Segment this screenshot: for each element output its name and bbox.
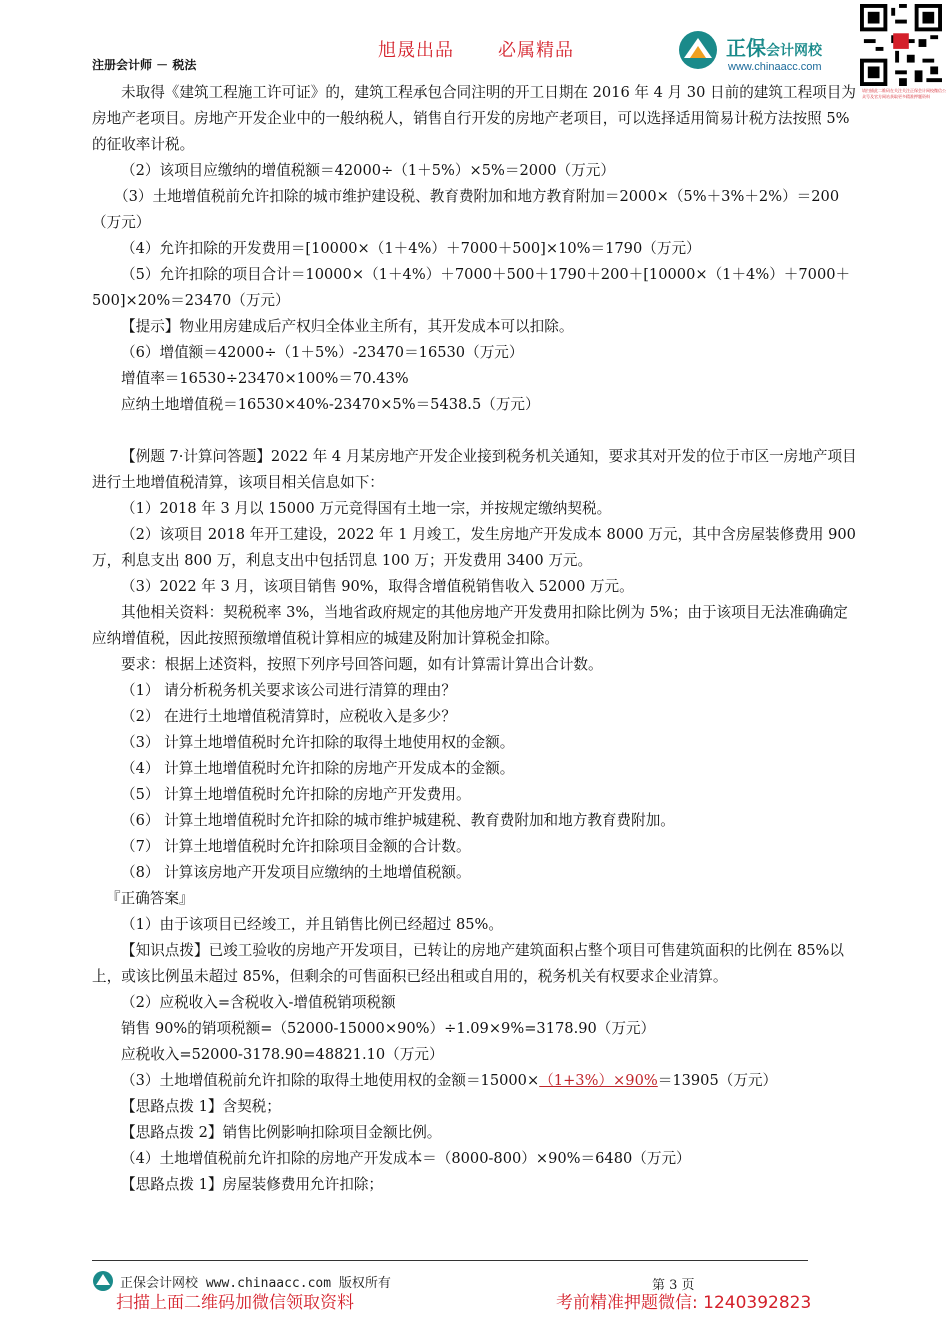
header-slogan-right: 必属精品 <box>498 40 574 61</box>
paragraph: 【知识点拨】已竣工验收的房地产开发项目，已转让的房地产建筑面积占整个项目可售建筑面积的比例在 85%以上，或该比例虽未超过 85%，但剩余的可售面积已经出租或自用的，税务机关有权要求企业清算。 <box>92 942 844 985</box>
page-number: 第 3 页 <box>652 1278 695 1293</box>
blank-line <box>92 418 860 444</box>
logo-name: 正保会计网校 <box>726 36 822 60</box>
paragraph: （2）该项目应缴纳的增值税额＝42000÷（1＋5%）×5%＝2000（万元） <box>121 162 615 179</box>
paragraph: 未取得《建筑工程施工许可证》的，建筑工程承包合同注明的开工日期在 2016 年 4 月 30 日前的建筑工程项目为房地产老项目。房地产开发企业中的一般纳税人，销售自行开发的房地产老项目，可以选择适用简易计税方法按照 5%的征收率计税。 <box>92 84 856 153</box>
paragraph: （7） 计算土地增值税时允许扣除项目金额的合计数。 <box>121 838 471 855</box>
paragraph: （2） 在进行土地增值税清算时，应税收入是多少？ <box>121 708 456 725</box>
paragraph: （1）2018 年 3 月以 15000 万元竞得国有土地一宗，并按规定缴纳契税。 <box>121 500 612 517</box>
paragraph: （4）土地增值税前允许扣除的房地产开发成本＝（8000-800）×90%＝6480（万元） <box>121 1150 691 1167</box>
paragraph: （3） 计算土地增值税时允许扣除的取得土地使用权的金额。 <box>121 734 515 751</box>
paragraph: 【思路点拨 1】房屋装修费用允许扣除； <box>121 1176 384 1193</box>
document-body <box>92 80 860 1198</box>
footer-promo-left: 扫描上面二维码加微信领取资料 <box>116 1293 354 1313</box>
header-slogan-left: 旭晟出品 <box>378 40 454 61</box>
paragraph: 销售 90%的销项税额=（52000-15000×90%）÷1.09×9%=3178.90（万元） <box>121 1020 656 1037</box>
paragraph: （4） 计算土地增值税时允许扣除的房地产开发成本的金额。 <box>121 760 515 777</box>
paragraph: 其他相关资料：契税税率 3%，当地省政府规定的其他房地产开发费用扣除比例为 5%；由于该项目无法准确确定应纳增值税，因此按照预缴增值税计算相应的城建及附加计算税金扣除。 <box>92 604 848 647</box>
paragraph: （1）由于该项目已经竣工，并且销售比例已经超过 85%。 <box>121 916 504 933</box>
paragraph: （4）允许扣除的开发费用＝[10000×（1＋4%）＋7000＋500]×10%＝1790（万元） <box>121 240 701 257</box>
qr-code-icon <box>860 4 942 86</box>
footer-divider <box>92 1260 808 1261</box>
footer-promo-right: 考前精准押题微信: 1240392823 <box>556 1293 812 1313</box>
paragraph: （3）土地增值税前允许扣除的城市维护建设税、教育费附加和地方教育附加＝2000×（5%＋3%＋2%）＝200（万元） <box>92 188 840 231</box>
footer-logo-icon <box>92 1270 114 1292</box>
paragraph: （6）增值额＝42000÷（1＋5%）-23470＝16530（万元） <box>121 344 524 361</box>
paragraph: （2）该项目 2018 年开工建设，2022 年 1 月竣工，发生房地产开发成本 8000 万元，其中含房屋装修费用 900 万，利息支出 800 万，利息支出中包括罚息 100 万；开发费用 3400 万元。 <box>92 526 856 569</box>
paragraph: （5） 计算土地增值税时允许扣除的房地产开发费用。 <box>121 786 471 803</box>
paragraph: 【提示】物业用房建成后产权归全体业主所有，其开发成本可以扣除。 <box>121 318 574 335</box>
paragraph: 应纳土地增值税＝16530×40%-23470×5%＝5438.5（万元） <box>121 396 540 413</box>
paragraph: 『正确答案』 <box>106 890 194 907</box>
header-slogan <box>378 36 574 62</box>
paragraph: 应税收入=52000-3178.90=48821.10（万元） <box>121 1046 444 1063</box>
paragraph: （2）应税收入=含税收入-增值税销项税额 <box>121 994 396 1011</box>
paragraph: 要求：根据上述资料，按照下列序号回答问题，如有计算需计算出合计数。 <box>121 656 603 673</box>
land-cost-line: （3）土地增值税前允许扣除的取得土地使用权的金额＝15000×（1+3%）×90%＝13905（万元） <box>121 1072 778 1089</box>
paragraph: （6） 计算土地增值税时允许扣除的城市维护城建税、教育费附加和地方教育费附加。 <box>121 812 675 829</box>
paragraph: 【思路点拨 2】销售比例影响扣除项目金额比例。 <box>121 1124 442 1141</box>
logo-url: www.chinaacc.com <box>728 61 822 73</box>
qr-note: 请扫描此二维码在关注关注正保会计网校微信公众号及官方网站获取更多精准押题资料 <box>862 88 946 99</box>
paragraph: （5）允许扣除的项目合计＝10000×（1＋4%）＋7000＋500＋1790＋200＋[10000×（1＋4%）＋7000＋500]×20%＝23470（万元） <box>92 266 851 309</box>
paragraph: （8） 计算该房地产开发项目应缴纳的土地增值税额。 <box>121 864 471 881</box>
paragraph: 【思路点拨 1】含契税； <box>121 1098 281 1115</box>
paragraph: 增值率＝16530÷23470×100%＝70.43% <box>121 370 409 387</box>
brand-logo[interactable] <box>676 28 856 76</box>
footer-copyright: 正保会计网校 www.chinaacc.com 版权所有 <box>120 1276 391 1291</box>
highlight-ratio: （1+3%）×90% <box>539 1072 658 1089</box>
paragraph: 【例题 7·计算问答题】2022 年 4 月某房地产开发企业接到税务机关通知，要求其对开发的位于市区一房地产项目进行土地增值税清算，该项目相关信息如下： <box>92 448 857 491</box>
logo-mark-icon <box>676 30 720 70</box>
paragraph: （1） 请分析税务机关要求该公司进行清算的理由？ <box>121 682 456 699</box>
document-subject: 注册会计师 － 税法 <box>92 58 197 72</box>
paragraph: （3）2022 年 3 月，该项目销售 90%，取得含增值税销售收入 52000 万元。 <box>121 578 634 595</box>
